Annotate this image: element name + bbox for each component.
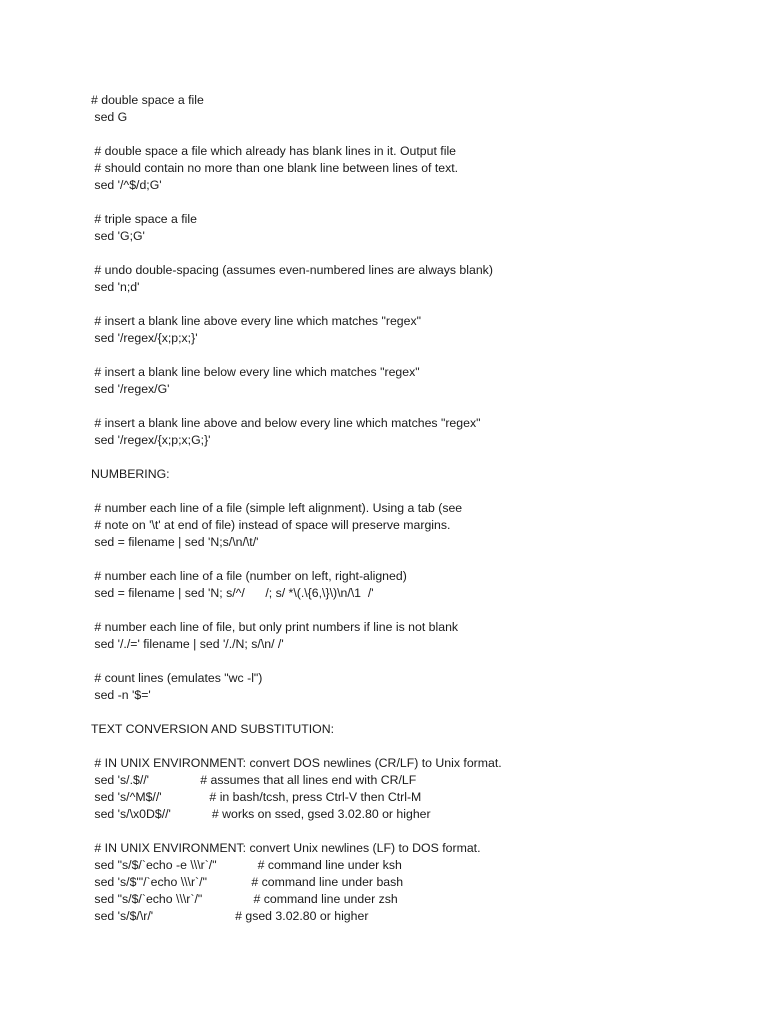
text-line: # triple space a file bbox=[91, 212, 197, 226]
text-line: sed 's/.$//' # assumes that all lines end with CR/LF bbox=[91, 773, 417, 787]
text-line: sed '/regex/{x;p;x;G;}' bbox=[91, 433, 211, 447]
text-line: sed '/regex/G' bbox=[91, 382, 170, 396]
section-heading: NUMBERING: bbox=[91, 467, 170, 481]
text-line: # count lines (emulates "wc -l") bbox=[91, 671, 263, 685]
text-line: sed "s/$/`echo \\\r`/" # command line under zsh bbox=[91, 892, 398, 906]
text-line: # insert a blank line above every line which matches "regex" bbox=[91, 314, 421, 328]
text-line: sed '/regex/{x;p;x;}' bbox=[91, 331, 198, 345]
text-line: # undo double-spacing (assumes even-numbered lines are always blank) bbox=[91, 263, 493, 277]
text-line: # double space a file which already has blank lines in it. Output file bbox=[91, 144, 457, 158]
section-heading: TEXT CONVERSION AND SUBSTITUTION: bbox=[91, 722, 335, 736]
text-line: # note on '\t' at end of file) instead of space will preserve margins. bbox=[91, 518, 451, 532]
text-line: sed = filename | sed 'N; s/^/ /; s/ *\(.\{6,\}\)\n/\1 /' bbox=[91, 586, 374, 600]
text-line: # number each line of a file (simple left alignment). Using a tab (see bbox=[91, 501, 463, 515]
text-line: # number each line of file, but only print numbers if line is not blank bbox=[91, 620, 459, 634]
text-line: # insert a blank line below every line which matches "regex" bbox=[91, 365, 420, 379]
text-line: sed 's/\x0D$//' # works on ssed, gsed 3.02.80 or higher bbox=[91, 807, 431, 821]
text-line: # double space a file bbox=[91, 93, 204, 107]
text-line: # number each line of a file (number on left, right-aligned) bbox=[91, 569, 407, 583]
text-line: # IN UNIX ENVIRONMENT: convert Unix newlines (LF) to DOS format. bbox=[91, 841, 481, 855]
text-line: sed = filename | sed 'N;s/\n/\t/' bbox=[91, 535, 259, 549]
text-line: sed -n '$=' bbox=[91, 688, 151, 702]
text-line: # should contain no more than one blank line between lines of text. bbox=[91, 161, 459, 175]
text-line: sed '/./=' filename | sed '/./N; s/\n/ /' bbox=[91, 637, 284, 651]
text-line: sed 'n;d' bbox=[91, 280, 140, 294]
text-line: sed '/^$/d;G' bbox=[91, 178, 162, 192]
text-line: # insert a blank line above and below every line which matches "regex" bbox=[91, 416, 481, 430]
text-line: # IN UNIX ENVIRONMENT: convert DOS newlines (CR/LF) to Unix format. bbox=[91, 756, 502, 770]
text-line: sed 's/^M$//' # in bash/tcsh, press Ctrl-V then Ctrl-M bbox=[91, 790, 422, 804]
text-line: sed 's/$'"/`echo \\\r`/" # command line under bash bbox=[91, 875, 404, 889]
text-line: sed 's/$/\r/' # gsed 3.02.80 or higher bbox=[91, 909, 369, 923]
text-line: sed "s/$/`echo -e \\\r`/" # command line under ksh bbox=[91, 858, 402, 872]
text-line: sed 'G;G' bbox=[91, 229, 145, 243]
text-line: sed G bbox=[91, 110, 128, 124]
